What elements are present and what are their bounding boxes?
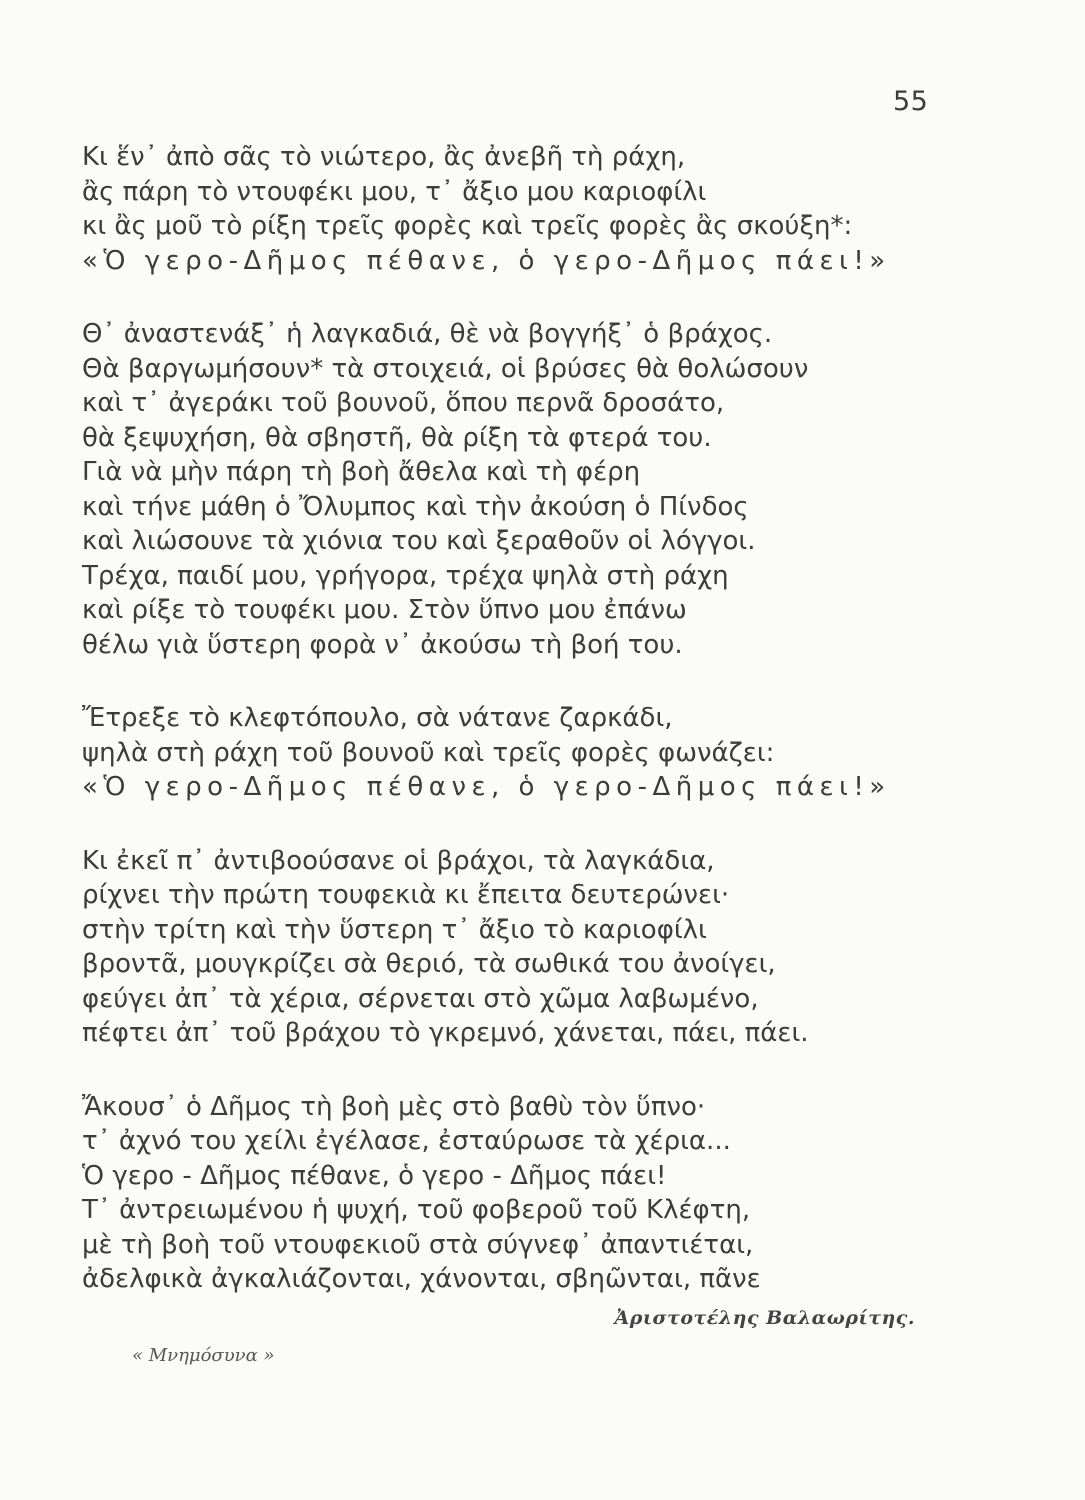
stanza-5 <box>82 1090 962 1297</box>
page-number: 55 <box>893 86 929 117</box>
author-signature: Ἀριστοτέλης Βαλαωρίτης. <box>614 1307 915 1329</box>
poem-line: θὰ ξεψυχήση, θὰ σβηστῆ, θὰ ρίξη τὰ φτερά του. <box>82 422 712 453</box>
poem-line: πέφτει ἀπ᾿ τοῦ βράχου τὸ γκρεμνό, χάνεται, πάει, πάει. <box>82 1018 809 1048</box>
poem-refrain: «Ὁ γερο-Δῆμος πέθανε, ὁ γερο-Δῆμος πάει!» <box>82 245 891 276</box>
poem-line: Θ᾿ ἀναστενάξ᾿ ἡ λαγκαδιά, θὲ νὰ βογγήξ᾿ ὁ βράχος. <box>82 319 773 349</box>
poem-line: ρίχνει τὴν πρώτη τουφεκιὰ κι ἔπειτα δευτερώνει· <box>82 880 730 910</box>
poem-line: Ἄκουσ᾿ ὁ Δῆμος τὴ βοὴ μὲς στὸ βαθὺ τὸν ὕπνο· <box>82 1091 706 1122</box>
poem-line: καὶ τ᾿ ἀγεράκι τοῦ βουνοῦ, ὅπου περνᾶ δροσάτο, <box>82 388 725 418</box>
stanza-3 <box>82 701 962 805</box>
poem-line: καὶ ρίξε τὸ τουφέκι μου. Στὸν ὕπνο μου ἐπάνω <box>82 595 687 625</box>
poem-line: μὲ τὴ βοὴ τοῦ ντουφεκιοῦ στὰ σύγνεφ᾿ ἀπαντιέται, <box>82 1229 754 1260</box>
poem-line: φεύγει ἀπ᾿ τὰ χέρια, σέρνεται στὸ χῶμα λαβωμένο, <box>82 983 759 1014</box>
source-title: « Μνημόσυνα » <box>132 1345 275 1366</box>
poem-line: καὶ λιώσουνε τὰ χιόνια του καὶ ξεραθοῦν οἱ λόγγοι. <box>82 526 756 556</box>
poem-line: Ἔτρεξε τὸ κλεφτόπουλο, σὰ νάτανε ζαρκάδι, <box>82 703 673 733</box>
poem-refrain: «Ὁ γερο-Δῆμος πέθανε, ὁ γερο-Δῆμος πάει!» <box>82 772 891 802</box>
stanza-2 <box>82 317 962 662</box>
poem-line: Ὁ γερο - Δῆμος πέθανε, ὁ γερο - Δῆμος πάει! <box>82 1160 667 1191</box>
poem-line: ἂς πάρη τὸ ντουφέκι μου, τ᾿ ἄξιο μου καριοφίλι <box>82 176 707 207</box>
poem-line: θέλω γιὰ ὕστερη φορὰ ν᾿ ἀκούσω τὴ βοή του. <box>82 629 683 660</box>
poem-line: τ᾿ ἀχνό του χείλι ἐγέλασε, ἐσταύρωσε τὰ χέρια... <box>82 1126 731 1156</box>
poem-line: ψηλὰ στὴ ράχη τοῦ βουνοῦ καὶ τρεῖς φορὲς φωνάζει: <box>82 737 775 768</box>
stanza-1 <box>82 140 962 278</box>
poem-line: στὴν τρίτη καὶ τὴν ὕστερη τ᾿ ἄξιο τὸ καριοφίλι <box>82 914 707 945</box>
poem-line: Τρέχα, παιδί μου, γρήγορα, τρέχα ψηλὰ στὴ ράχη <box>82 560 729 591</box>
poem-line: βροντᾶ, μουγκρίζει σὰ θεριό, τὰ σωθικά του ἀνοίγει, <box>82 949 776 979</box>
poem-line: Τ᾿ ἀντρειωμένου ἡ ψυχή, τοῦ φοβεροῦ τοῦ Κλέφτη, <box>82 1195 751 1225</box>
poem-line: Γιὰ νὰ μὴν πάρη τὴ βοὴ ἄθελα καὶ τὴ φέρη <box>82 457 641 487</box>
poem-line: κι ἂς μοῦ τὸ ρίξη τρεῖς φορὲς καὶ τρεῖς φορὲς ἂς σκούξη*: <box>82 211 853 241</box>
poem-line: Κι ἐκεῖ π᾿ ἀντιβοούσανε οἱ βράχοι, τὰ λαγκάδια, <box>82 845 715 876</box>
poem-line: Κι ἕν᾿ ἀπὸ σᾶς τὸ νιώτερο, ἂς ἀνεβῆ τὴ ράχη, <box>82 142 686 172</box>
stanza-4 <box>82 844 962 1051</box>
poem-line: Θὰ βαργωμήσουν* τὰ στοιχειά, οἱ βρύσες θὰ θολώσουν <box>82 353 809 384</box>
poem-line: καὶ τήνε μάθη ὁ Ὄλυμπος καὶ τὴν ἀκούση ὁ Πίνδος <box>82 491 749 522</box>
poem-line: ἀδελφικὰ ἀγκαλιάζονται, χάνονται, σβηῶνται, πᾶνε <box>82 1264 761 1294</box>
poem <box>82 140 962 1297</box>
